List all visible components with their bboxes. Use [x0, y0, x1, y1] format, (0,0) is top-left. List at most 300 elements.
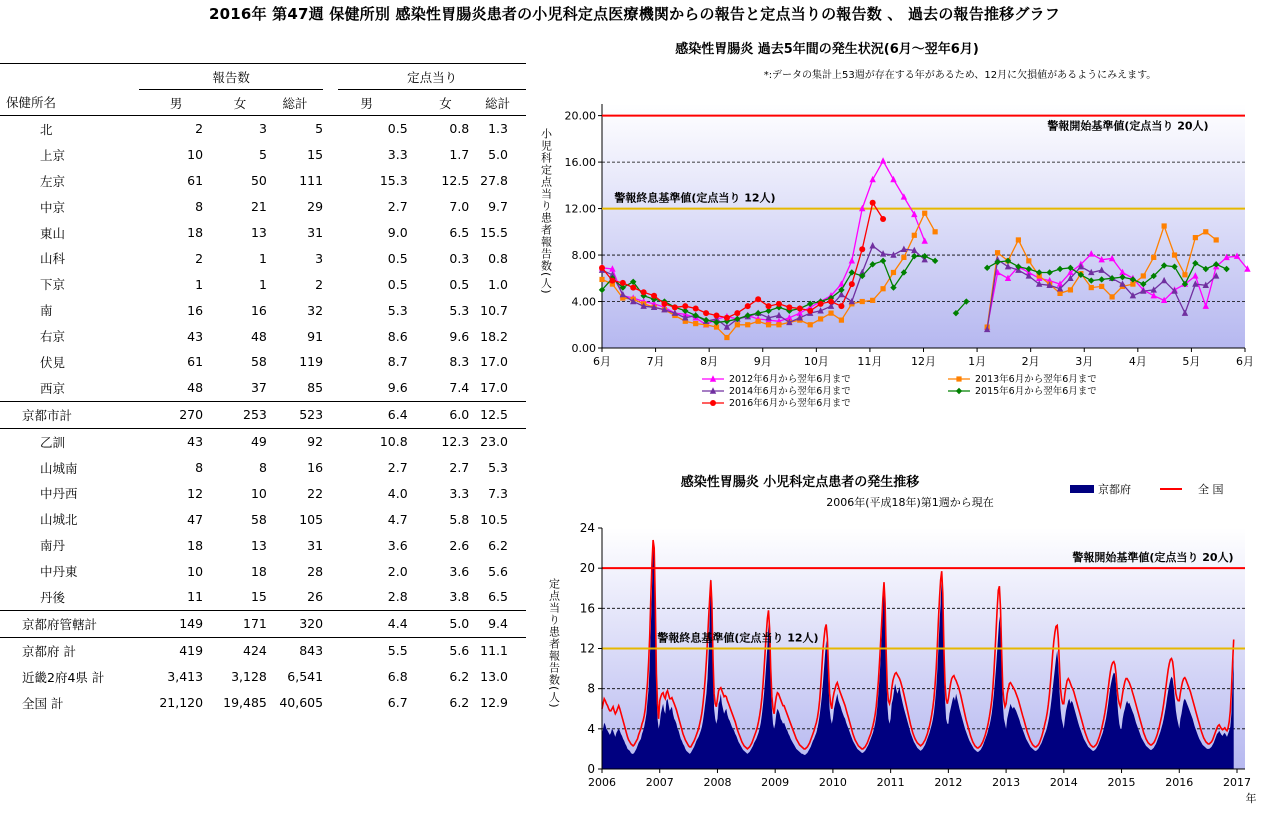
cell-per-female: 7.4 [449, 380, 470, 396]
chart1-data-point [859, 246, 865, 252]
chart1-data-point [672, 304, 678, 310]
cell-name: 山城北 [40, 512, 78, 528]
chart1-data-point [1068, 287, 1073, 292]
chart1-data-point [745, 322, 750, 327]
cell-female: 1 [258, 250, 267, 266]
column-header-name: 保健所名 [0, 90, 139, 116]
cell-name: 京都府管轄計 [0, 610, 139, 637]
cell-total: 29 [307, 199, 324, 215]
cell-total: 6,541 [287, 669, 324, 685]
chart1-data-point [1203, 229, 1208, 234]
report-table [0, 63, 526, 715]
chart1-data-point [1172, 252, 1177, 257]
cell-per-female: 0.5 [449, 276, 470, 292]
chart2-x-tick-label: 2010 [818, 776, 847, 789]
chart2-y-tick-label: 16 [579, 601, 595, 616]
chart1-data-point [651, 293, 657, 299]
chart1-x-tick-label: 5月 [1182, 355, 1201, 368]
chart1-data-point [880, 216, 886, 222]
cell-female: 13 [250, 225, 267, 240]
chart1-data-point [870, 200, 876, 206]
chart1-reference-label: 警報開始基準値(定点当り 20人) [1047, 119, 1209, 133]
cell-per-male: 6.4 [338, 401, 407, 428]
chart1-data-point [693, 305, 699, 311]
cell-female: 37 [250, 380, 267, 396]
cell-name: 乙訓 [40, 434, 66, 450]
cell-name: 中丹西 [40, 486, 78, 502]
table-row [0, 584, 526, 610]
cell-male: 47 [187, 511, 204, 527]
chart1-data-point [1214, 237, 1219, 242]
chart1-y-tick-label: 0.00 [571, 342, 596, 355]
cell-male: 16 [187, 302, 204, 318]
table-row [0, 558, 526, 584]
chart1-data-point [891, 270, 896, 275]
table-row [0, 168, 526, 194]
cell-female: 18 [250, 563, 267, 579]
cell-total: 5 [315, 121, 324, 137]
cell-total: 40,605 [279, 695, 324, 711]
cell-name: 東山 [40, 225, 66, 241]
cell-per-total: 9.4 [469, 610, 526, 637]
chart1-plot-area [602, 104, 1245, 348]
table-row [0, 428, 526, 454]
cell-female: 48 [250, 328, 267, 344]
chart1-legend-marker [956, 376, 961, 381]
cell-total: 119 [299, 354, 324, 370]
cell-male: 21,120 [159, 695, 204, 711]
chart1-data-point [995, 250, 1000, 255]
chart1-x-tick-label: 10月 [803, 355, 829, 368]
cell-per-female: 5.0 [408, 610, 470, 637]
cell-total: 15 [307, 147, 324, 163]
cell-male: 8 [195, 199, 204, 215]
chart1-data-point [901, 255, 906, 260]
cell-female: 50 [250, 173, 267, 189]
column-header-per-total: 総計 [469, 90, 526, 116]
table-row [0, 401, 526, 428]
table-row [0, 690, 526, 716]
cell-female: 13 [250, 537, 267, 553]
chart1-data-point [745, 303, 751, 309]
cell-total: 2 [315, 276, 324, 292]
chart1-data-point [1141, 273, 1146, 278]
cell-per-female: 2.7 [449, 460, 470, 476]
cell-male: 270 [139, 401, 203, 428]
column-header-male: 男 [139, 90, 203, 116]
cell-total: 843 [299, 643, 324, 659]
cell-name: 南丹 [40, 538, 66, 554]
cell-male: 43 [187, 328, 204, 344]
cell-female: 58 [250, 354, 267, 370]
cell-female: 58 [250, 511, 267, 527]
table-row [0, 194, 526, 220]
chart2-x-tick-label: 2017 [1223, 776, 1251, 789]
chart1-data-point [839, 318, 844, 323]
chart2-y-tick-label: 4 [587, 721, 595, 736]
chart1-data-point [1109, 294, 1114, 299]
cell-female: 3 [258, 121, 267, 137]
chart1-data-point [620, 280, 626, 286]
cell-male: 8 [195, 460, 204, 476]
table-row [0, 297, 526, 323]
cell-per-male: 9.6 [387, 380, 408, 396]
cell-per-total: 1.0 [488, 276, 508, 292]
cell-total: 92 [307, 434, 324, 450]
chart1-data-point [922, 211, 927, 216]
chart2-title: 感染性胃腸炎 小児科定点患者の発生推移 [680, 475, 920, 490]
cell-name: 丹後 [40, 589, 66, 605]
chart1-data-point [828, 311, 833, 316]
cell-per-total: 5.0 [488, 147, 508, 163]
cell-per-female: 6.0 [408, 401, 470, 428]
chart1-legend-label: 2015年6月から翌年6月まで [975, 386, 1097, 397]
cell-male: 2 [195, 250, 204, 266]
table-row [0, 323, 526, 349]
table-row [0, 664, 526, 690]
cell-total: 320 [267, 610, 323, 637]
cell-per-female: 6.5 [449, 225, 470, 240]
chart1-data-point [724, 335, 729, 340]
table-body [0, 116, 526, 716]
cell-name: 下京 [40, 277, 66, 293]
chart1-y-tick-label: 8.00 [571, 249, 596, 263]
table-group-header-row [0, 64, 526, 90]
column-header-female: 女 [203, 90, 267, 116]
cell-per-male: 8.6 [387, 328, 408, 344]
chart2-legend-swatch [1070, 485, 1094, 493]
cell-female: 10 [250, 485, 267, 501]
cell-per-male: 0.5 [387, 121, 408, 137]
chart1-data-point [1016, 237, 1021, 242]
chart1-data-point [599, 265, 605, 271]
cell-per-female: 6.2 [449, 669, 470, 685]
cell-male: 10 [187, 563, 204, 579]
chart2-legend-label: 全 国 [1198, 483, 1224, 496]
cell-male: 10 [187, 147, 204, 163]
cell-per-male: 9.0 [387, 225, 408, 240]
chart1-y-axis-label: 小児科定点当り患者報告数(人) [539, 128, 553, 295]
chart1-data-point [797, 305, 803, 311]
cell-per-male: 0.5 [387, 276, 408, 292]
table-row [0, 610, 526, 637]
chart2-x-tick-label: 2012 [934, 776, 963, 789]
cell-per-total: 13.0 [480, 669, 508, 685]
chart1-data-point [734, 310, 740, 316]
cell-male: 3,413 [167, 669, 204, 685]
cell-per-total: 11.1 [480, 643, 508, 659]
cell-female: 253 [203, 401, 267, 428]
cell-name: 近畿2府4県 計 [22, 669, 105, 685]
cell-name: 左京 [40, 173, 66, 189]
cell-per-total: 12.5 [469, 401, 526, 428]
chart1-x-tick-label: 12月 [911, 355, 936, 368]
chart1-x-tick-label: 8月 [700, 355, 719, 368]
chart1-legend-marker [710, 400, 716, 406]
longterm-trend-chart [530, 466, 1269, 818]
cell-per-female: 7.0 [449, 199, 470, 215]
cell-name: 上京 [40, 147, 66, 163]
chart2-x-tick-label: 2007 [645, 776, 674, 789]
chart2-y-tick-label: 8 [587, 681, 595, 696]
cell-per-total: 27.8 [480, 173, 508, 189]
chart2-legend-label: 京都府 [1098, 483, 1131, 496]
chart1-legend-marker [956, 388, 962, 394]
chart2-subtitle: 2006年(平成18年)第1週から現在 [826, 496, 994, 509]
chart1-data-point [755, 296, 761, 302]
chart1-data-point [703, 310, 709, 316]
cell-per-total: 1.3 [488, 121, 508, 137]
cell-per-male: 4.4 [338, 610, 407, 637]
chart1-data-point [818, 301, 824, 307]
chart1-data-point [1151, 255, 1156, 260]
cell-per-female: 0.8 [449, 121, 470, 137]
chart1-data-point [682, 303, 688, 309]
chart2-reference-label: 警報開始基準値(定点当り 20人) [1072, 551, 1234, 565]
chart1-data-point [630, 285, 636, 291]
cell-per-total: 23.0 [480, 434, 508, 450]
cell-per-female: 2.6 [449, 537, 470, 553]
cell-per-male: 0.5 [387, 250, 408, 266]
cell-per-total: 9.7 [488, 199, 508, 215]
cell-per-female: 8.3 [449, 354, 470, 370]
chart1-legend-label: 2014年6月から翌年6月まで [729, 386, 851, 397]
cell-male: 12 [187, 485, 204, 501]
chart1-legend-label: 2016年6月から翌年6月まで [729, 398, 851, 409]
cell-female: 16 [250, 302, 267, 318]
chart1-data-point [1182, 272, 1187, 277]
cell-female: 1 [258, 276, 267, 292]
chart1-x-tick-label: 6月 [593, 355, 611, 368]
chart1-title: 感染性胃腸炎 過去5年間の発生状況(6月～翌年6月) [675, 42, 979, 57]
chart2-x-tick-label: 2015 [1107, 776, 1136, 789]
cell-per-total: 7.3 [488, 485, 508, 501]
chart1-data-point [776, 322, 781, 327]
table-row [0, 375, 526, 401]
chart1-data-point [828, 299, 834, 305]
cell-per-total: 6.2 [488, 537, 508, 553]
chart2-y-tick-label: 12 [579, 641, 595, 656]
chart1-x-tick-label: 9月 [753, 355, 772, 368]
group-header-per-sentinel: 定点当り [338, 64, 526, 90]
table-row [0, 349, 526, 375]
cell-total: 91 [307, 328, 324, 344]
chart1-x-tick-label: 11月 [857, 355, 883, 368]
chart1-data-point [1057, 291, 1062, 296]
chart1-legend-label: 2012年6月から翌年6月まで [729, 374, 851, 385]
chart1-x-tick-label: 6月 [1236, 355, 1254, 368]
cell-name: 京都市計 [0, 401, 139, 428]
cell-name: 西京 [40, 380, 66, 396]
cell-name: 京都府 計 [22, 643, 76, 659]
cell-per-total: 15.5 [480, 225, 508, 240]
cell-female: 8 [258, 460, 267, 476]
table-row [0, 271, 526, 297]
chart1-data-point [1162, 223, 1167, 228]
chart1-data-point [818, 316, 823, 321]
chart2-x-tick-label: 2011 [876, 776, 905, 789]
chart1-x-tick-label: 4月 [1128, 355, 1147, 368]
cell-male: 61 [187, 354, 204, 370]
table-row [0, 506, 526, 532]
cell-male: 18 [187, 225, 204, 240]
weekly-5yr-chart [530, 36, 1269, 418]
chart1-data-point [1099, 284, 1104, 289]
chart1-data-point [912, 233, 917, 238]
chart2-y-tick-label: 0 [587, 762, 595, 776]
chart1-legend-item [702, 385, 851, 397]
table-row [0, 220, 526, 246]
cell-total: 28 [307, 563, 324, 579]
chart1-data-point [641, 289, 647, 295]
cell-per-male: 2.7 [387, 460, 408, 476]
cell-name: 中丹東 [40, 564, 78, 580]
chart2-x-tick-label: 2013 [992, 776, 1021, 789]
chart1-data-point [786, 304, 792, 310]
cell-per-male: 5.3 [387, 302, 408, 318]
chart1-y-tick-label: 16.00 [564, 156, 596, 170]
chart1-data-point [609, 278, 615, 284]
cell-per-total: 17.0 [480, 354, 508, 370]
cell-per-female: 12.3 [441, 434, 470, 450]
cell-total: 31 [307, 537, 324, 553]
column-header-total: 総計 [267, 90, 323, 116]
chart1-data-point [776, 301, 782, 307]
cell-per-male: 4.0 [387, 485, 408, 501]
cell-per-total: 12.9 [480, 695, 508, 711]
cell-per-total: 10.7 [480, 302, 508, 318]
cell-per-male: 3.3 [387, 147, 408, 163]
cell-total: 22 [307, 485, 324, 501]
chart1-data-point [714, 312, 720, 318]
cell-per-male: 3.6 [387, 537, 408, 553]
cell-male: 61 [187, 173, 204, 189]
column-header-per-male: 男 [338, 90, 407, 116]
chart1-reference-label: 警報終息基準値(定点当り 12人) [614, 191, 776, 205]
cell-name: 中京 [40, 199, 66, 215]
cell-total: 26 [307, 589, 324, 605]
cell-male: 43 [187, 434, 204, 450]
chart1-data-point [1193, 235, 1198, 240]
chart2-y-axis-label: 定点当り患者報告数(人) [547, 578, 561, 709]
chart2-y-tick-label: 24 [579, 521, 595, 535]
chart1-data-point [661, 301, 667, 307]
cell-per-total: 18.2 [480, 328, 508, 344]
chart1-y-tick-label: 20.00 [564, 109, 596, 123]
chart1-data-point [808, 322, 813, 327]
chart2-reference-label: 警報終息基準値(定点当り 12人) [657, 631, 819, 645]
cell-male: 48 [187, 380, 204, 396]
cell-total: 105 [299, 511, 324, 527]
chart1-legend-item [702, 373, 851, 385]
table-column-header-row [0, 90, 526, 116]
cell-total: 85 [307, 380, 324, 396]
cell-male: 1 [195, 276, 204, 292]
cell-name: 伏見 [40, 354, 66, 370]
cell-per-male: 6.7 [387, 695, 408, 711]
chart1-data-point [807, 308, 813, 314]
chart1-legend-item [948, 385, 1097, 397]
chart1-data-point [693, 321, 698, 326]
chart1-x-tick-label: 7月 [646, 355, 665, 368]
cell-male: 2 [195, 121, 204, 137]
chart1-legend-item [948, 373, 1097, 385]
chart1-x-tick-label: 1月 [968, 355, 987, 368]
cell-per-male: 2.8 [387, 589, 408, 605]
cell-per-total: 6.5 [488, 589, 508, 605]
column-header-per-female: 女 [408, 90, 470, 116]
table-row [0, 142, 526, 168]
chart1-data-point [880, 286, 885, 291]
cell-per-male: 5.5 [387, 643, 408, 659]
cell-per-female: 9.6 [449, 328, 470, 344]
cell-per-female: 5.6 [449, 643, 470, 659]
cell-total: 3 [315, 250, 324, 266]
cell-per-female: 6.2 [449, 695, 470, 711]
cell-per-male: 2.0 [387, 563, 408, 579]
cell-total: 32 [307, 302, 324, 318]
cell-female: 15 [250, 589, 267, 605]
chart1-x-tick-label: 3月 [1075, 355, 1094, 368]
cell-per-male: 2.7 [387, 199, 408, 215]
chart1-data-point [756, 319, 761, 324]
chart1-note: *:データの集計上53週が存在する年があるため、12月に欠損値があるようにみえます。 [763, 70, 1157, 81]
cell-per-male: 15.3 [379, 173, 408, 189]
cell-female: 3,128 [231, 669, 267, 685]
cell-per-female: 5.3 [449, 302, 470, 318]
cell-name: 全国 計 [22, 695, 64, 711]
chart2-legend [1070, 482, 1224, 496]
chart2-x-tick-label: 2006 [588, 776, 616, 789]
cell-per-female: 12.5 [441, 173, 470, 189]
cell-per-female: 3.6 [449, 563, 470, 579]
cell-female: 19,485 [223, 695, 267, 711]
table-row [0, 637, 526, 663]
cell-per-total: 5.6 [488, 563, 508, 579]
cell-total: 16 [307, 460, 324, 476]
chart1-data-point [933, 229, 938, 234]
chart1-data-point [735, 322, 740, 327]
cell-female: 5 [258, 147, 267, 163]
cell-per-female: 3.8 [449, 589, 470, 605]
chart1-legend-item [702, 397, 851, 409]
chart1-y-tick-label: 4.00 [571, 295, 596, 309]
cell-per-total: 0.8 [488, 250, 508, 266]
cell-male: 11 [187, 589, 204, 605]
cell-name: 山城南 [40, 460, 78, 476]
chart2-y-tick-label: 20 [579, 561, 595, 576]
cell-female: 171 [203, 610, 267, 637]
chart2-x-tick-label: 2008 [703, 776, 732, 789]
group-header-reports: 報告数 [139, 64, 323, 90]
cell-female: 21 [250, 199, 267, 215]
table-row [0, 245, 526, 271]
chart1-data-point [1089, 285, 1094, 290]
cell-per-male: 6.8 [387, 669, 408, 685]
cell-total: 111 [299, 173, 324, 189]
chart2-x-tick-label: 2016 [1165, 776, 1194, 789]
table-row [0, 455, 526, 481]
cell-name: 北 [40, 121, 53, 137]
cell-per-female: 5.8 [449, 511, 470, 527]
cell-name: 南 [40, 303, 53, 319]
chart1-data-point [860, 299, 865, 304]
cell-name: 山科 [40, 251, 66, 267]
cell-total: 31 [307, 225, 324, 240]
chart1-data-point [838, 303, 844, 309]
chart1-data-point [766, 322, 771, 327]
cell-per-male: 8.7 [387, 354, 408, 370]
